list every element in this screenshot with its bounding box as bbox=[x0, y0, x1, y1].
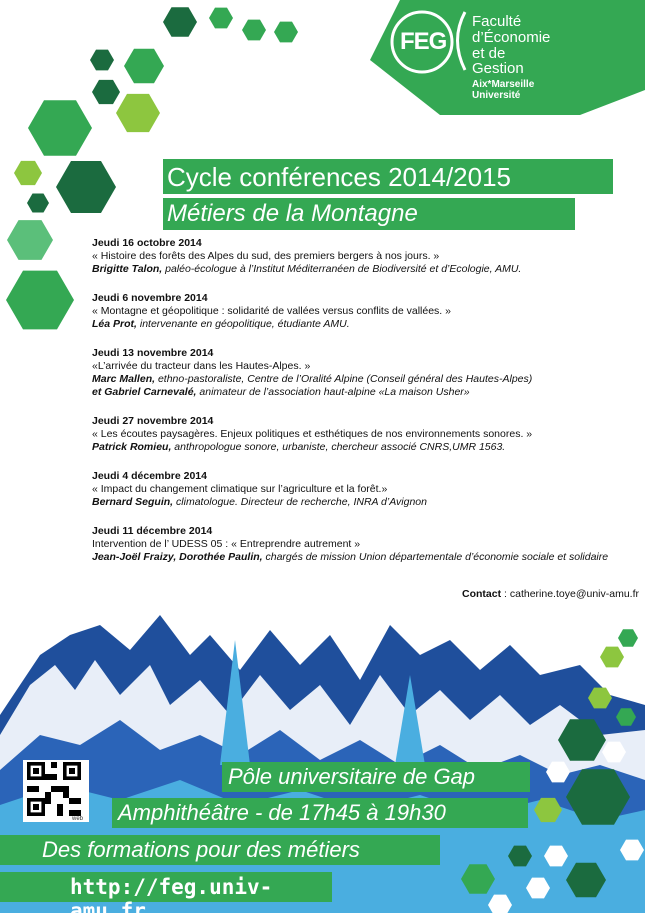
decorative-hexagon bbox=[27, 194, 49, 213]
decorative-hexagon bbox=[461, 864, 495, 893]
speaker-name: Patrick Romieu, bbox=[92, 441, 172, 453]
event-date: Jeudi 11 décembre 2014 bbox=[92, 525, 213, 537]
decorative-hexagon bbox=[566, 769, 630, 824]
event-topic: « Histoire des forêts des Alpes du sud, des premiers bergers à nos jours. » bbox=[92, 250, 440, 262]
decorative-hexagon bbox=[124, 49, 164, 84]
decorative-hexagon bbox=[242, 20, 266, 41]
page-title: Cycle conférences 2014/2015 bbox=[167, 162, 512, 192]
event-date: Jeudi 27 novembre 2014 bbox=[92, 415, 214, 427]
time-band bbox=[112, 798, 528, 828]
tagline-band bbox=[0, 835, 440, 865]
contact-label: Contact bbox=[462, 588, 502, 600]
speaker-name: et Gabriel Carnevalé, bbox=[92, 386, 197, 398]
decorative-hexagon bbox=[163, 7, 197, 36]
qr-code[interactable] bbox=[23, 760, 89, 822]
event-date: Jeudi 16 octobre 2014 bbox=[92, 237, 202, 249]
logo-line-3: Aix*Marseille Université bbox=[472, 79, 535, 101]
decorative-hexagon bbox=[526, 878, 550, 899]
logo-line-2: et de Gestion bbox=[472, 44, 524, 78]
decorative-hexagon bbox=[56, 161, 116, 213]
event-topic: « Les écoutes paysagères. Enjeux politiques et esthétiques de nos environnements sonores. » bbox=[92, 428, 533, 440]
speaker-name: Marc Mallen, bbox=[92, 373, 156, 385]
logo-mark: FEG bbox=[400, 28, 447, 55]
event-topic: « Impact du changement climatique sur l’agriculture et la forêt.» bbox=[92, 483, 388, 495]
decorative-hexagon bbox=[544, 846, 568, 867]
speaker-name: Brigitte Talon, bbox=[92, 263, 163, 275]
qr-caption: web bbox=[71, 816, 83, 822]
decorative-hexagon bbox=[618, 629, 638, 646]
decorative-hexagon bbox=[28, 100, 92, 155]
decorative-hexagon bbox=[508, 846, 532, 867]
speaker-role: intervenante en géopolitique, étudiante AMU. bbox=[136, 318, 350, 330]
decorative-hexagon bbox=[92, 80, 120, 104]
decorative-hexagon bbox=[588, 688, 612, 709]
speaker-name: Jean-Joël Fraizy, Dorothée Paulin, bbox=[92, 551, 263, 563]
tagline-text: Des formations pour des métiers bbox=[42, 837, 360, 862]
url-band bbox=[0, 872, 332, 923]
speaker-role: chargés de mission Union départementale d’économie sociale et solidaire bbox=[262, 551, 609, 563]
event-date: Jeudi 13 novembre 2014 bbox=[92, 347, 214, 359]
decorative-hexagon bbox=[616, 708, 636, 725]
qr-code-icon bbox=[27, 762, 81, 816]
decorative-hexagon bbox=[558, 719, 606, 761]
decorative-hexagon bbox=[546, 762, 570, 783]
decorative-hexagon bbox=[6, 271, 74, 330]
event-date: Jeudi 6 novembre 2014 bbox=[92, 292, 208, 304]
decorative-hexagon bbox=[600, 647, 624, 668]
page-subtitle: Métiers de la Montagne bbox=[167, 200, 418, 227]
decorative-hexagon bbox=[116, 94, 160, 132]
contact-email[interactable]: : catherine.toye@univ-amu.fr bbox=[501, 588, 639, 600]
venue-text: Pôle universitaire de Gap bbox=[228, 764, 476, 789]
logo-line-1: Faculté d’Économie bbox=[472, 13, 551, 46]
speaker-role: ethno-pastoraliste, Centre de l’Oralité Alpine (Conseil général des Hautes-Alpes) bbox=[155, 373, 533, 385]
decorative-hexagon bbox=[488, 895, 512, 913]
website-link[interactable]: http://feg.univ-amu.fr bbox=[70, 875, 273, 923]
decorative-hexagon bbox=[274, 22, 298, 43]
event-date: Jeudi 4 décembre 2014 bbox=[92, 470, 207, 482]
speaker-role: anthropologue sonore, urbaniste, chercheur associé CNRS,UMR 1563. bbox=[171, 441, 506, 453]
speaker-name: Léa Prot, bbox=[92, 318, 137, 330]
speaker-role: paléo-écologue à l’Institut Méditerranéen de Biodiversité et d’Ecologie, AMU. bbox=[162, 263, 522, 275]
time-text: Amphithéâtre - de 17h45 à 19h30 bbox=[118, 800, 446, 825]
event-topic: Intervention de l’ UDESS 05 : « Entreprendre autrement » bbox=[92, 538, 361, 550]
speaker-role: animateur de l’association haut-alpine «La maison Usher» bbox=[196, 386, 470, 398]
event-topic: « Montagne et géopolitique : solidarité de vallées versus conflits de vallées. » bbox=[92, 305, 451, 317]
decorative-hexagon bbox=[14, 161, 42, 185]
event-topic: «L’arrivée du tracteur dans les Hautes-Alpes. » bbox=[92, 360, 311, 372]
decorative-hexagon bbox=[566, 863, 606, 898]
venue-band bbox=[222, 762, 530, 792]
decorative-hexagon bbox=[602, 742, 626, 763]
speaker-role: climatologue. Directeur de recherche, INRA d’Avignon bbox=[173, 496, 427, 508]
decorative-hexagon bbox=[534, 798, 562, 822]
decorative-hexagon bbox=[90, 50, 114, 71]
decorative-hexagon bbox=[7, 220, 53, 260]
decorative-hexagon bbox=[620, 840, 644, 861]
decorative-hexagon bbox=[209, 8, 233, 29]
speaker-name: Bernard Seguin, bbox=[92, 496, 174, 508]
